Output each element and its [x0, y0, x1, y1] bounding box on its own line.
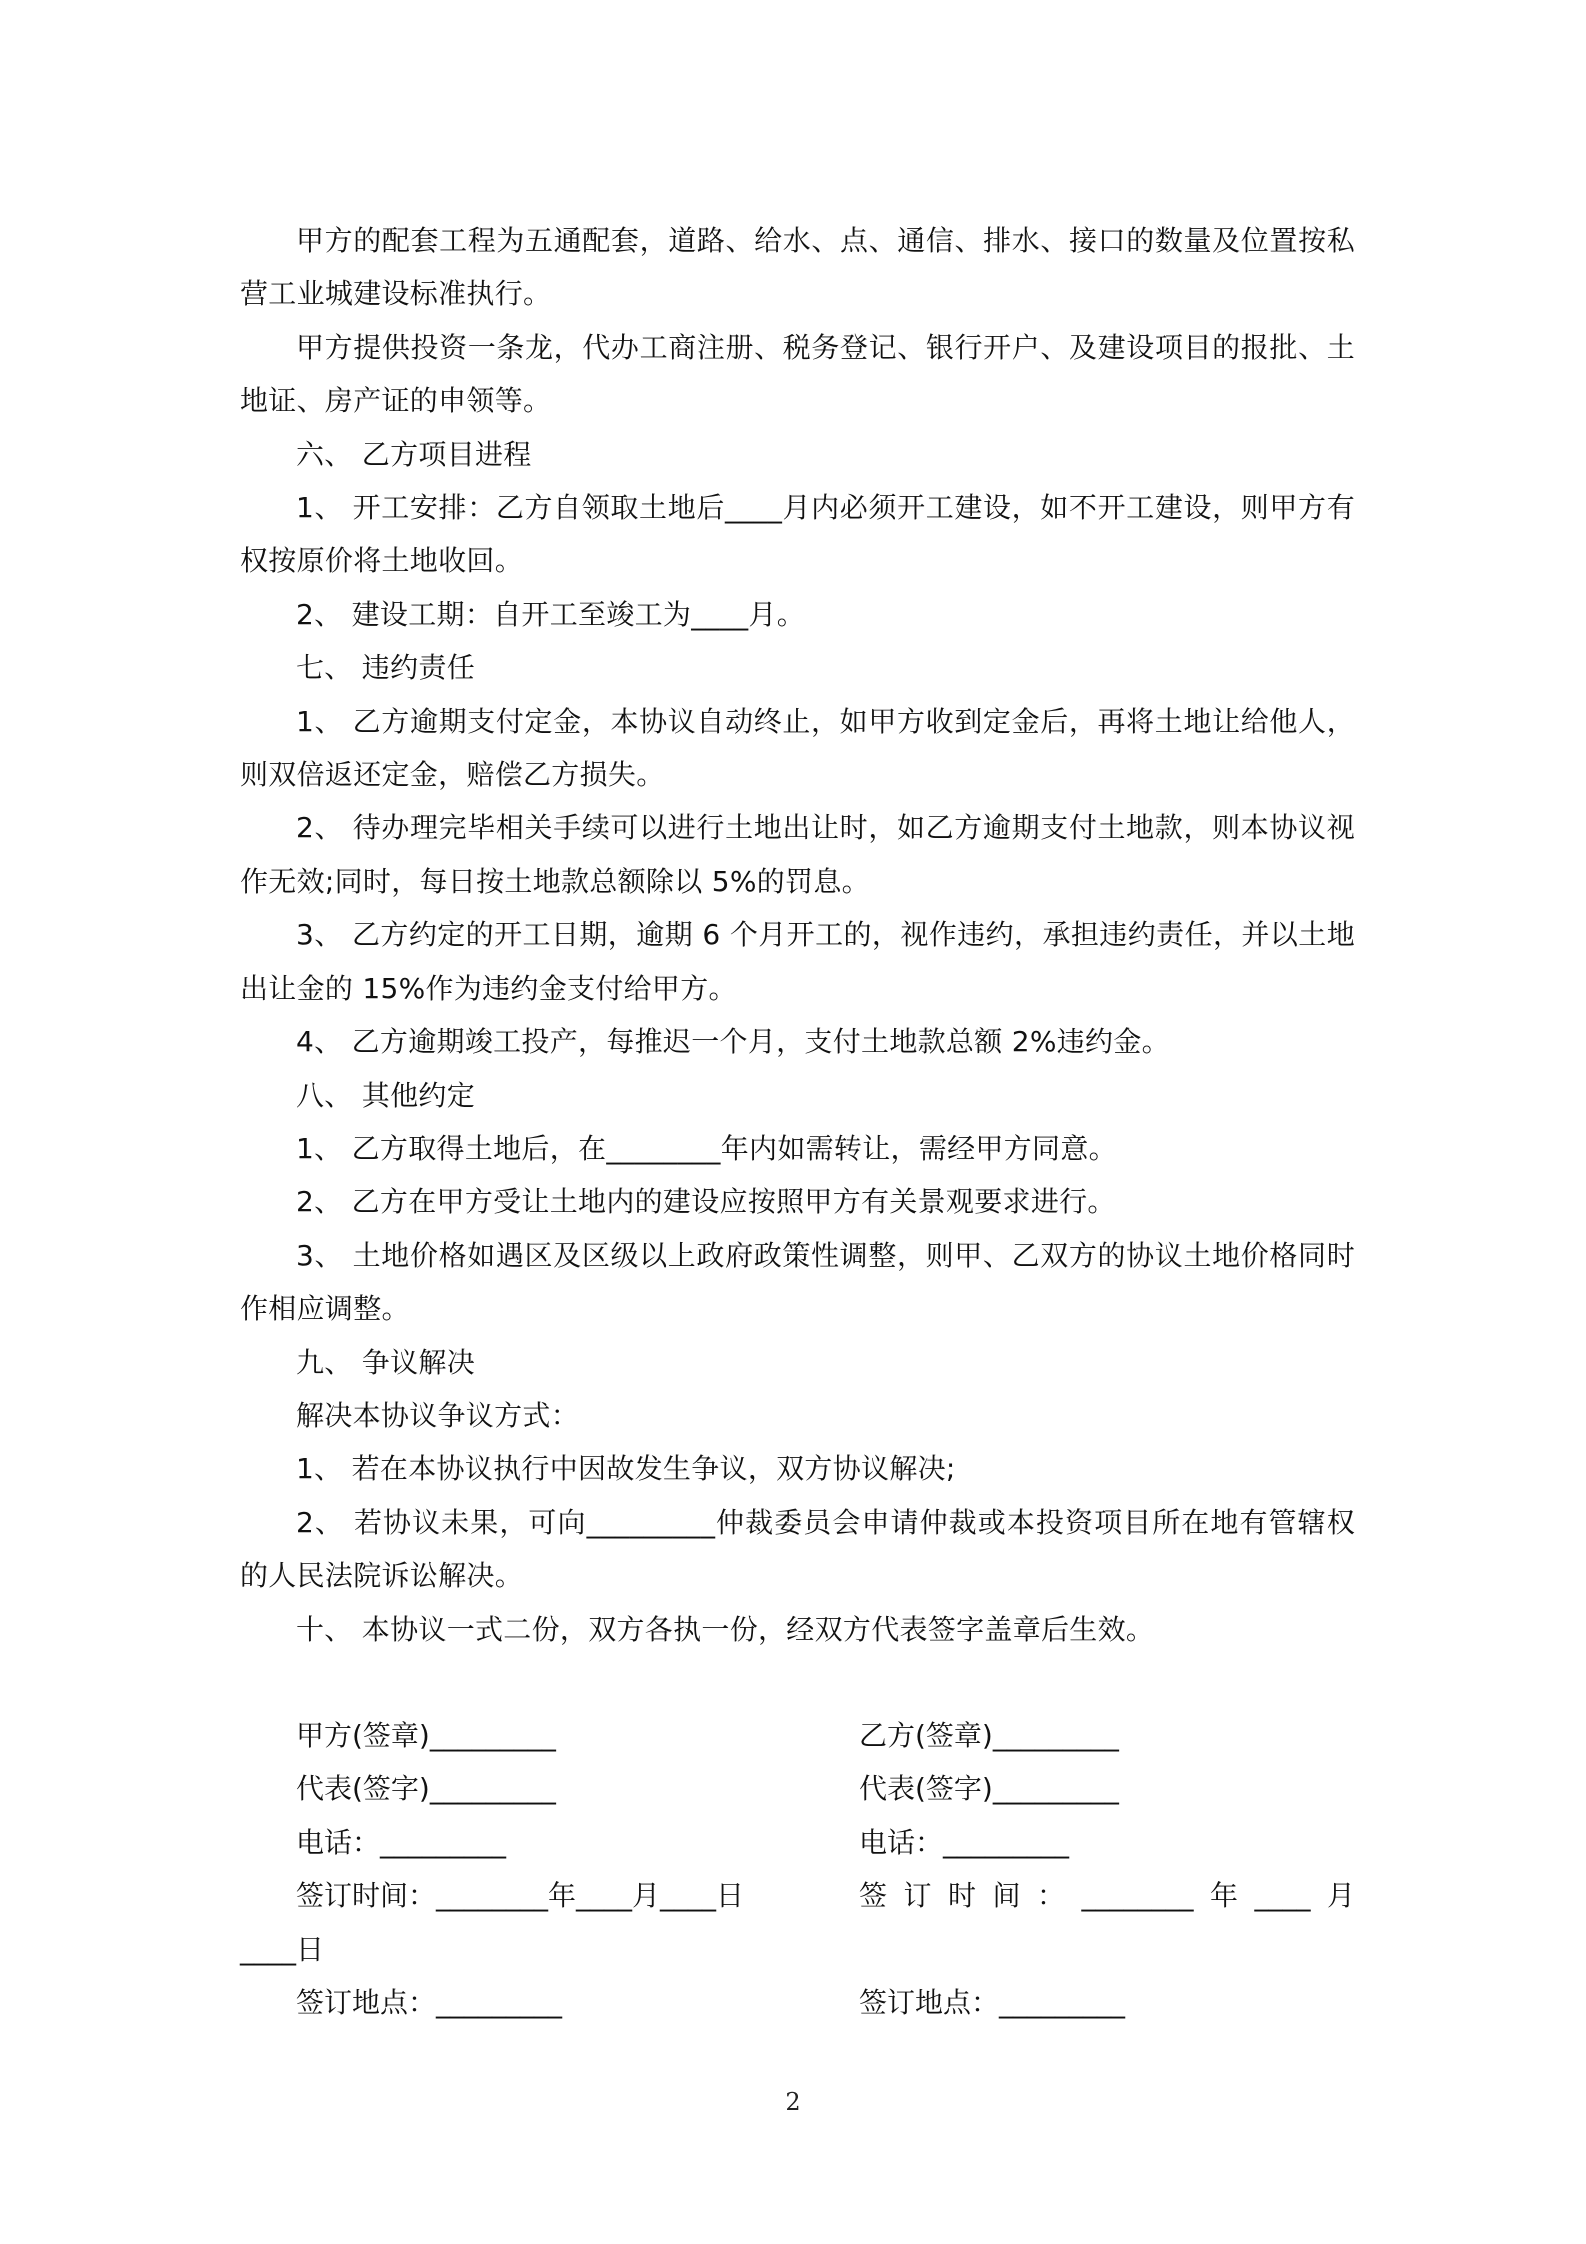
text-line: 3、 乙方约定的开工日期，逾期 6 个月开工的，视作违约，承担违约责任，并以土地 — [296, 918, 1355, 952]
clause-7-3 — [240, 908, 1355, 1015]
text-line: 则双倍返还定金，赔偿乙方损失。 — [240, 758, 665, 792]
clause-7-2 — [240, 801, 1355, 908]
document-body — [240, 214, 1355, 2029]
clause-6-2: 2、 建设工期：自开工至竣工为____月。 — [296, 597, 806, 631]
party-b-seal: 乙方(签章)_________ — [859, 1718, 1119, 1752]
signature-row-place — [240, 1976, 1355, 2029]
section-heading-10: 十、 本协议一式二份，双方各执一份，经双方代表签字盖章后生效。 — [296, 1612, 1155, 1646]
paragraph-one-stop-service — [240, 321, 1355, 428]
clause-7-4: 4、 乙方逾期竣工投产，每推迟一个月，支付土地款总额 2%违约金。 — [296, 1025, 1170, 1059]
section-heading-8: 八、 其他约定 — [296, 1078, 476, 1112]
text-line: 甲方的配套工程为五通配套，道路、给水、点、通信、排水、接口的数量及位置按私 — [296, 224, 1355, 257]
text-line: 权按原价将土地收回。 — [240, 544, 524, 578]
clause-7-1 — [240, 695, 1355, 802]
signature-row-date — [240, 1869, 1355, 1922]
party-a-seal: 甲方(签章)_________ — [296, 1718, 556, 1752]
clause-6-1 — [240, 481, 1355, 588]
text-line: 作无效;同时，每日按土地款总额除以 5%的罚息。 — [240, 864, 870, 898]
clause-8-2: 2、 乙方在甲方受让土地内的建设应按照甲方有关景观要求进行。 — [296, 1185, 1116, 1219]
page-number: 2 — [785, 2088, 801, 2116]
text-line: 营工业城建设标准执行。 — [240, 277, 552, 311]
text-line: 1、 乙方逾期支付定金，本协议自动终止，如甲方收到定金后，再将土地让给他人， — [296, 704, 1355, 738]
spacer — [240, 1656, 1355, 1709]
party-b-date: 签订时间：________年____月 — [859, 1879, 1355, 1913]
section-heading-7: 七、 违约责任 — [296, 651, 476, 685]
signature-row-phone — [240, 1816, 1355, 1869]
signature-row-representative — [240, 1762, 1355, 1815]
party-a-representative: 代表(签字)_________ — [296, 1772, 556, 1806]
signature-row-seal — [240, 1709, 1355, 1762]
clause-9-1: 1、 若在本协议执行中因故发生争议，双方协议解决; — [296, 1452, 956, 1486]
party-a-place: 签订地点：_________ — [296, 1986, 563, 2019]
party-a-date: 签订时间：________年____月____日 — [296, 1879, 745, 1913]
clause-8-3 — [240, 1229, 1355, 1336]
text-line: 2、 待办理完毕相关手续可以进行土地出让时，如乙方逾期支付土地款，则本协议视 — [296, 811, 1355, 845]
dispute-intro: 解决本协议争议方式： — [296, 1398, 580, 1432]
clause-8-1: 1、 乙方取得土地后，在________年内如需转让，需经甲方同意。 — [296, 1131, 1117, 1165]
signature-block — [240, 1709, 1355, 2029]
section-heading-6: 六、 乙方项目进程 — [296, 437, 532, 471]
party-b-phone: 电话：_________ — [859, 1825, 1070, 1859]
text-line: 1、 开工安排：乙方自领取土地后____月内必须开工建设，如不开工建设，则甲方有 — [296, 491, 1355, 525]
party-a-phone: 电话：_________ — [296, 1825, 507, 1859]
text-line: 3、 土地价格如遇区及区级以上政府政策性调整，则甲、乙双方的协议土地价格同时 — [296, 1238, 1355, 1272]
signature-row-date-wrap — [240, 1923, 1355, 1976]
text-line: 出让金的 15%作为违约金支付给甲方。 — [240, 971, 737, 1005]
party-b-representative: 代表(签字)_________ — [859, 1772, 1119, 1806]
text-line: 甲方提供投资一条龙，代办工商注册、税务登记、银行开户、及建设项目的报批、土 — [296, 330, 1355, 364]
text-line: 的人民法院诉讼解决。 — [240, 1559, 524, 1593]
paragraph-supporting-works — [240, 214, 1355, 321]
party-b-place: 签订地点：_________ — [859, 1986, 1126, 2019]
clause-9-2 — [240, 1496, 1355, 1603]
section-heading-9: 九、 争议解决 — [296, 1345, 476, 1379]
text-line: 2、 若协议未果，可向_________仲裁委员会申请仲裁或本投资项目所在地有管辖权 — [296, 1505, 1355, 1539]
text-line: 作相应调整。 — [240, 1292, 410, 1326]
text-line: 地证、房产证的申领等。 — [240, 384, 552, 418]
party-b-date-day: ____日 — [240, 1932, 325, 1966]
